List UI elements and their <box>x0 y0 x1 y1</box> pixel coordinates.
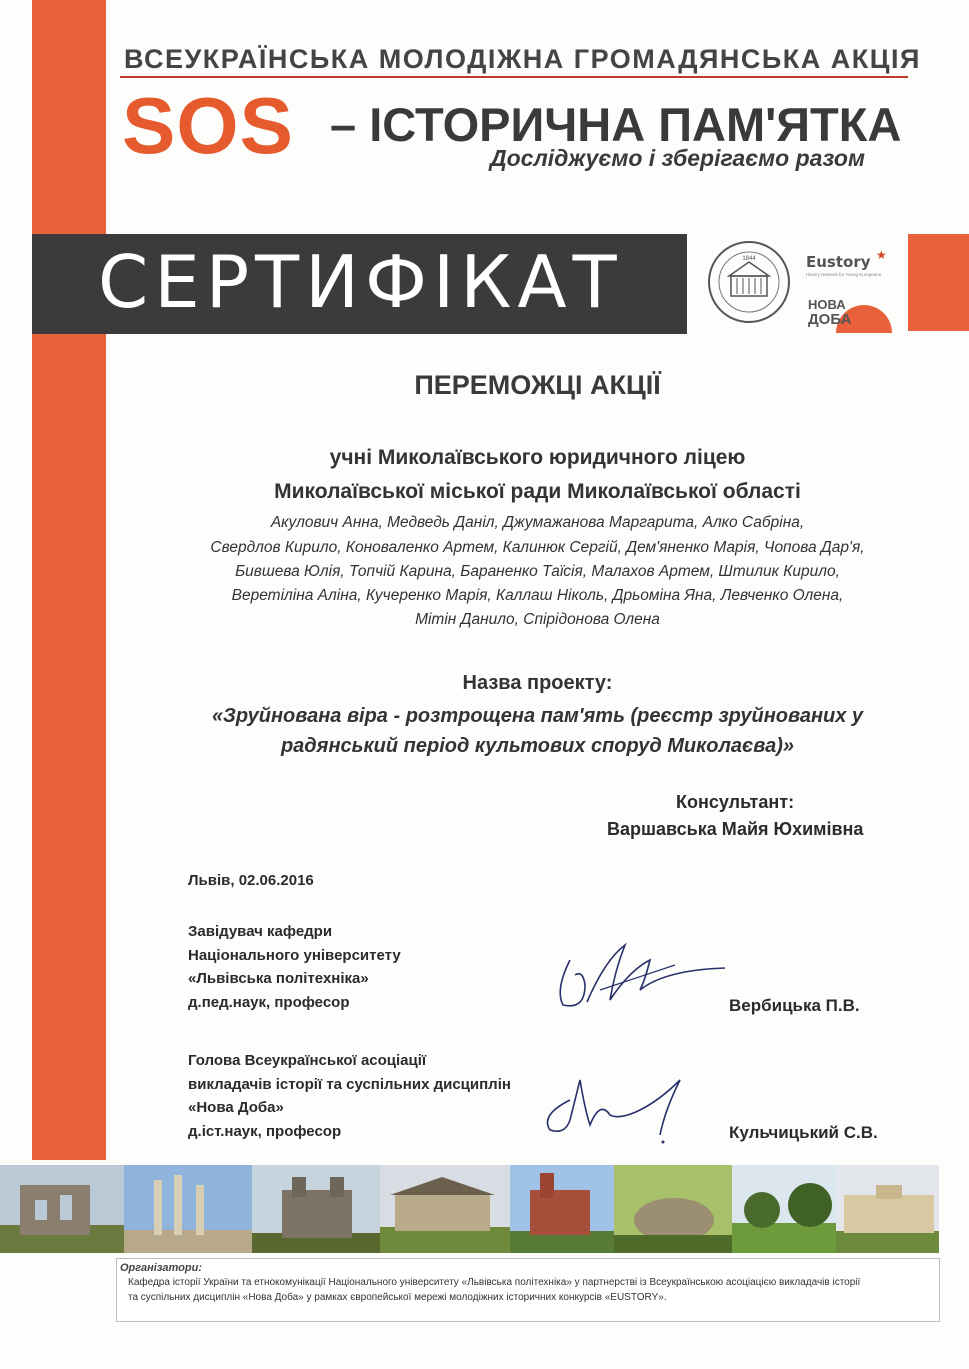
park-photo <box>732 1165 836 1253</box>
eustory-logo <box>806 248 898 283</box>
columns-photo <box>124 1165 252 1253</box>
organizers-line-2: та суспільних дисциплін «Нова Доба» у рамках європейської мережі молодіжних історичних конкурсів «EUSTORY». <box>128 1292 667 1303</box>
signatory-1-line-4: д.пед.наук, професор <box>188 993 350 1011</box>
names-line-5: Мітін Данило, Спірідонова Олена <box>415 611 660 628</box>
rock-garden-photo <box>614 1165 732 1253</box>
campaign-title: ВСЕУКРАЇНСЬКА МОЛОДІЖНА ГРОМАДЯНСЬКА АКЦІЯ <box>124 44 921 74</box>
signatory-2-title <box>188 1049 511 1143</box>
signature-1 <box>545 930 735 1020</box>
winners-heading: ПЕРЕМОЖЦІ АКЦІЇ <box>414 370 661 400</box>
signature-2 <box>530 1060 710 1150</box>
organizers-title: Організатори: <box>120 1262 203 1274</box>
signatory-2-name: Кульчицький С.В. <box>729 1123 878 1142</box>
estate-photo <box>380 1165 510 1253</box>
signatory-1-title <box>188 920 401 1014</box>
eustory-subtitle: History Network for Young Europeans <box>806 272 882 277</box>
recipients-line-1: учні Миколаївського юридичного ліцею <box>329 446 746 469</box>
signatory-1-line-3: «Львівська політехніка» <box>188 970 369 987</box>
consultant-label: Консультант: <box>676 792 795 812</box>
consultant-name: Варшавська Майя Юхимівна <box>607 819 864 839</box>
sos-logo-text: SOS <box>122 81 294 170</box>
signatory-1-line-2: Національного університету <box>188 946 401 964</box>
seal-year: 1844 <box>742 256 756 262</box>
left-accent-stripe <box>32 0 106 1160</box>
signatory-2-line-1: Голова Всеукраїнської асоціації <box>188 1052 427 1069</box>
campaign-subtitle: – ІСТОРИЧНА ПАМ'ЯТКА <box>330 98 902 151</box>
certificate-title: СЕРТИФІКАТ <box>98 240 623 324</box>
names-line-3: Бившева Юлія, Топчій Карина, Бараненко Таїсія, Малахов Артем, Штилик Кирило, <box>235 563 840 580</box>
project-label: Назва проекту: <box>462 672 613 694</box>
tagline: Досліджуємо і зберігаємо разом <box>490 145 865 171</box>
nova-doba-logo <box>806 295 898 333</box>
red-castle-photo <box>510 1165 614 1253</box>
project-title-line-2: радянський період культових споруд Миколаєва)» <box>280 735 795 757</box>
right-accent-square <box>908 234 969 331</box>
ruins-photo <box>0 1165 124 1253</box>
star-icon: ★ <box>876 248 887 262</box>
eustory-text: Eustory <box>806 253 871 271</box>
heritage-photo-strip <box>0 1165 969 1253</box>
organizers-line-1: Кафедра історії України та етнокомунікації Національного університету «Львівська політехніка» у партнерстві із Всеукраїнською асоціацією викладачів історії <box>128 1277 861 1288</box>
project-title-line-1: «Зруйнована віра - розтрощена пам'ять (реєстр зруйнованих у <box>211 705 864 727</box>
signatory-2-line-4: д.іст.наук, професор <box>188 1122 342 1140</box>
issue-date: Львів, 02.06.2016 <box>188 872 314 889</box>
names-line-2: Свердлов Кирило, Коноваленко Артем, Калинюк Сергій, Дем'яненко Марія, Чопова Дар'я, <box>210 539 865 556</box>
organizers-text <box>128 1275 928 1305</box>
signatory-1-name: Вербицька П.В. <box>729 996 860 1015</box>
signatory-2-line-3: «Нова Доба» <box>188 1099 284 1116</box>
palace-photo <box>836 1165 939 1253</box>
signatory-1-line-1: Завідувач кафедри <box>188 923 333 940</box>
header-divider <box>120 76 908 78</box>
nova-doba-line1: НОВА <box>808 297 846 312</box>
university-seal-icon <box>705 232 793 332</box>
names-line-4: Веретіліна Аліна, Кучеренко Марія, Каллаш Ніколь, Дрьоміна Яна, Левченко Олена, <box>231 587 844 604</box>
nova-doba-line2: ДОБА <box>808 311 852 328</box>
names-line-1: Акулович Анна, Медведь Даніл, Джумажанова Маргарита, Алко Сабріна, <box>270 514 805 531</box>
recipients-line-2: Миколаївської міської ради Миколаївської області <box>274 480 801 503</box>
signatory-2-line-2: викладачів історії та суспільних дисциплін <box>188 1075 511 1093</box>
castle-photo <box>252 1165 380 1253</box>
